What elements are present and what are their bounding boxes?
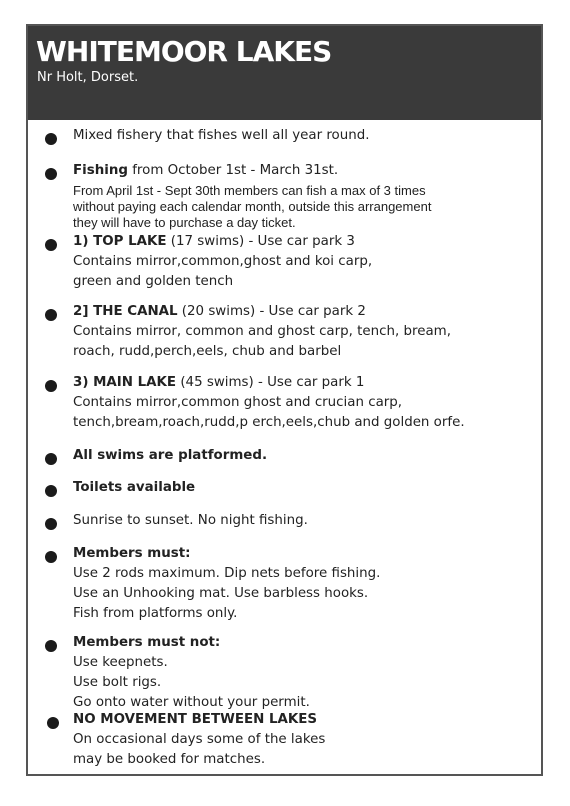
bullet-icon bbox=[45, 380, 57, 392]
header-banner bbox=[28, 26, 541, 120]
location-subtitle: Nr Holt, Dorset. bbox=[37, 70, 139, 85]
item-detail-line: Contains mirror, common and ghost carp, tench, bream, bbox=[73, 324, 451, 339]
item-detail-line: may be booked for matches. bbox=[73, 752, 266, 767]
item-heading bbox=[73, 232, 355, 252]
page-title: WHITEMOOR LAKES bbox=[36, 35, 332, 68]
fishing-note-line: From April 1st - Sept 30th members can fish a max of 3 times bbox=[73, 183, 426, 198]
item-bold-label: Toilets available bbox=[73, 480, 196, 495]
bullet-icon bbox=[45, 518, 57, 530]
item-heading bbox=[73, 710, 317, 730]
item-bold-label: Members must: bbox=[73, 546, 191, 561]
bullet-icon bbox=[45, 551, 57, 563]
bullet-icon bbox=[45, 133, 57, 145]
item-heading bbox=[73, 373, 364, 393]
item-text: (20 swims) - Use car park 2 bbox=[177, 304, 366, 319]
item-bold-label: NO MOVEMENT BETWEEN LAKES bbox=[73, 712, 318, 727]
item-bold-label: Fishing bbox=[73, 163, 128, 178]
item-bold-label: 2] THE CANAL bbox=[73, 304, 178, 319]
item-text: Mixed fishery that fishes well all year round. bbox=[73, 128, 370, 143]
item-detail-line: Contains mirror,common,ghost and koi carp, bbox=[73, 254, 373, 269]
bullet-icon bbox=[45, 485, 57, 497]
fishery-notice-card bbox=[26, 24, 543, 776]
item-heading bbox=[73, 544, 190, 564]
bullet-icon bbox=[45, 309, 57, 321]
fishing-note-line: without paying each calendar month, outside this arrangement bbox=[73, 199, 432, 214]
item-heading bbox=[73, 478, 195, 498]
item-text: Sunrise to sunset. No night fishing. bbox=[73, 513, 308, 528]
item-detail-line: roach, rudd,perch,eels, chub and barbel bbox=[73, 344, 342, 359]
bullet-icon bbox=[45, 239, 57, 251]
item-bold-label: Members must not: bbox=[73, 635, 221, 650]
item-heading bbox=[73, 633, 220, 653]
item-detail-line: Use an Unhooking mat. Use barbless hooks. bbox=[73, 586, 369, 601]
bullet-icon bbox=[47, 717, 59, 729]
item-bold-label: 3) MAIN LAKE bbox=[73, 375, 177, 390]
item-text: (45 swims) - Use car park 1 bbox=[176, 375, 365, 390]
item-detail-line: On occasional days some of the lakes bbox=[73, 732, 326, 747]
item-text: (17 swims) - Use car park 3 bbox=[166, 234, 355, 249]
item-detail-line: Contains mirror,common ghost and crucian carp, bbox=[73, 395, 403, 410]
item-heading bbox=[73, 446, 267, 466]
item-text: from October 1st - March 31st. bbox=[127, 163, 339, 178]
item-detail-line: Fish from platforms only. bbox=[73, 606, 238, 621]
item-detail-line: Use bolt rigs. bbox=[73, 675, 162, 690]
item-heading bbox=[73, 302, 366, 322]
item-detail-line: green and golden tench bbox=[73, 274, 234, 289]
item-detail-line: Go onto water without your permit. bbox=[73, 695, 310, 710]
item-bold-label: 1) TOP LAKE bbox=[73, 234, 167, 249]
item-bold-label: All swims are platformed. bbox=[73, 448, 268, 463]
bullet-icon bbox=[45, 453, 57, 465]
bullet-icon bbox=[45, 168, 57, 180]
bullet-icon bbox=[45, 640, 57, 652]
item-detail-line: Use 2 rods maximum. Dip nets before fishing. bbox=[73, 566, 381, 581]
item-detail-line: tench,bream,roach,rudd,p erch,eels,chub and golden orfe. bbox=[73, 415, 465, 430]
fishing-note-line: they will have to purchase a day ticket. bbox=[73, 215, 296, 230]
item-heading bbox=[73, 161, 338, 181]
item-detail-line: Use keepnets. bbox=[73, 655, 168, 670]
